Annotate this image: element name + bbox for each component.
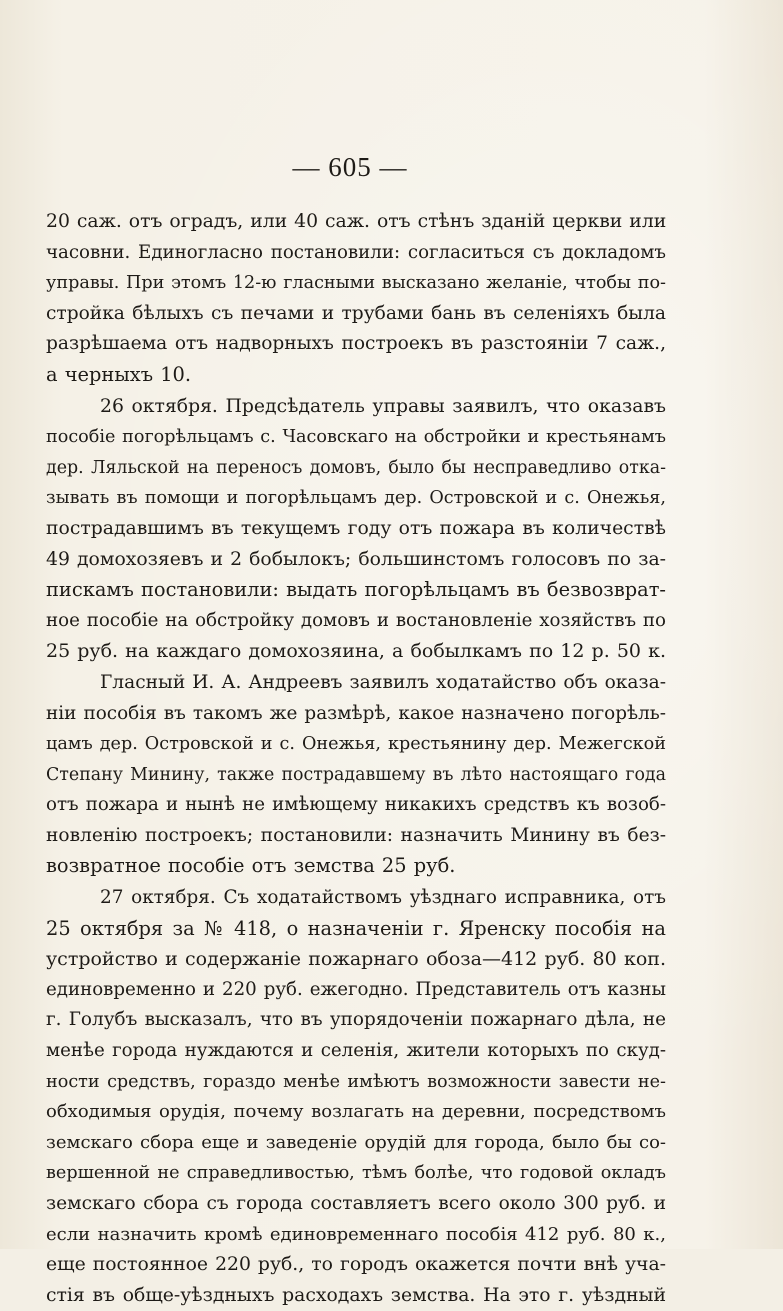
paragraph-3	[46, 668, 666, 882]
text-line: стройка бѣлыхъ съ печами и трубами бань въ селеніяхъ была	[46, 302, 666, 324]
text-line: 20 саж. отъ оградъ, или 40 саж. отъ стѣнъ зданій церкви или	[46, 211, 667, 232]
text-line: новленію построекъ; постановили: назначить Минину въ без-	[46, 824, 666, 846]
text-line: 25 октября за № 418, о назначеніи г. Яренску пособія на	[46, 916, 666, 940]
text-line: вершенной не справедливостью, тѣмъ болѣе, что годовой окладъ	[46, 1163, 666, 1184]
text-line: зывать въ помощи и погорѣльцамъ дер. Островской и с. Онежья,	[46, 488, 666, 509]
text-line: еще постоянное 220 руб., то городъ окажется почти внѣ уча-	[46, 1254, 666, 1276]
text-line: ніи пособія въ такомъ же размѣрѣ, какое назначено погорѣль-	[46, 702, 666, 724]
text-line: земскаго сбора съ города составляетъ всего около 300 руб. и	[46, 1193, 666, 1214]
text-line: стія въ обще-уѣздныхъ расходахъ земства. На это г. уѣздный	[46, 1284, 666, 1306]
text-line: разрѣшаема отъ надворныхъ построекъ въ разстояніи 7 саж.,	[46, 333, 666, 355]
paragraph-4	[46, 883, 666, 1311]
text-line: цамъ дер. Островской и с. Онежья, крестьянину дер. Межегской	[46, 734, 666, 755]
text-line: пострадавшимъ въ текущемъ году отъ пожара въ количествѣ	[46, 517, 666, 539]
text-line: единовременно и 220 руб. ежегодно. Представитель отъ казны	[46, 978, 666, 1000]
text-line: 49 домохозяевъ и 2 бобылокъ; большинстомъ голосовъ по за-	[46, 548, 666, 570]
text-line: отъ пожара и нынѣ не имѣющему никакихъ средствъ къ возоб-	[46, 794, 666, 816]
text-line: часовни. Единогласно постановили: согласиться съ докладомъ	[46, 241, 666, 263]
paragraph-2	[46, 392, 666, 667]
text-line: менѣе города нуждаются и селенія, жители которыхъ по скуд-	[46, 1040, 666, 1062]
text-line: 26 октября. Предсѣдатель управы заявилъ, что оказавъ	[100, 395, 666, 417]
text-line: пособіе погорѣльцамъ с. Часовскаго на обстройки и крестьянамъ	[46, 427, 666, 448]
text-line: 25 руб. на каждаго домохозяина, а бобылкамъ по 12 р. 50 к.	[46, 640, 666, 663]
text-line: г. Голубъ высказалъ, что въ упорядоченіи пожарнаго дѣла, не	[46, 1009, 666, 1031]
text-line: обходимыя орудія, почему возлагать на деревни, посредствомъ	[46, 1101, 666, 1123]
text-line: земскаго сбора еще и заведеніе орудій для города, было бы со-	[46, 1131, 666, 1153]
text-line: устройство и содержаніе пожарнаго обоза—412 руб. 80 коп.	[46, 948, 666, 971]
text-line: 27 октября. Съ ходатайствомъ уѣзднаго исправника, отъ	[100, 887, 666, 909]
text-line: управы. При этомъ 12-ю гласными высказано желаніе, чтобы по-	[46, 273, 666, 294]
text-line: ное пособіе на обстройку домовъ и востановленіе хозяйствъ по	[46, 609, 666, 631]
page-number: — 605 —	[292, 152, 408, 182]
text-line: дер. Ляльской на переносъ домовъ, было бы несправедливо отка-	[46, 457, 666, 478]
text-line: ности средствъ, гораздо менѣе имѣютъ возможности завести не-	[46, 1071, 666, 1092]
text-line: Гласный И. А. Андреевъ заявилъ ходатайство объ оказа-	[100, 671, 666, 693]
text-line: а черныхъ 10.	[46, 362, 192, 386]
text-line: возвратное пособіе отъ земства 25 руб.	[46, 854, 456, 878]
text-line: пискамъ постановили: выдать погорѣльцамъ въ безвозврат-	[46, 578, 666, 602]
paragraph-1	[46, 207, 666, 391]
page-text	[46, 207, 666, 1311]
text-line: если назначить кромѣ единовременнаго пособія 412 руб. 80 к.,	[46, 1223, 666, 1245]
text-line: Степану Минину, также пострадавшему въ лѣто настоящаго года	[46, 764, 666, 785]
